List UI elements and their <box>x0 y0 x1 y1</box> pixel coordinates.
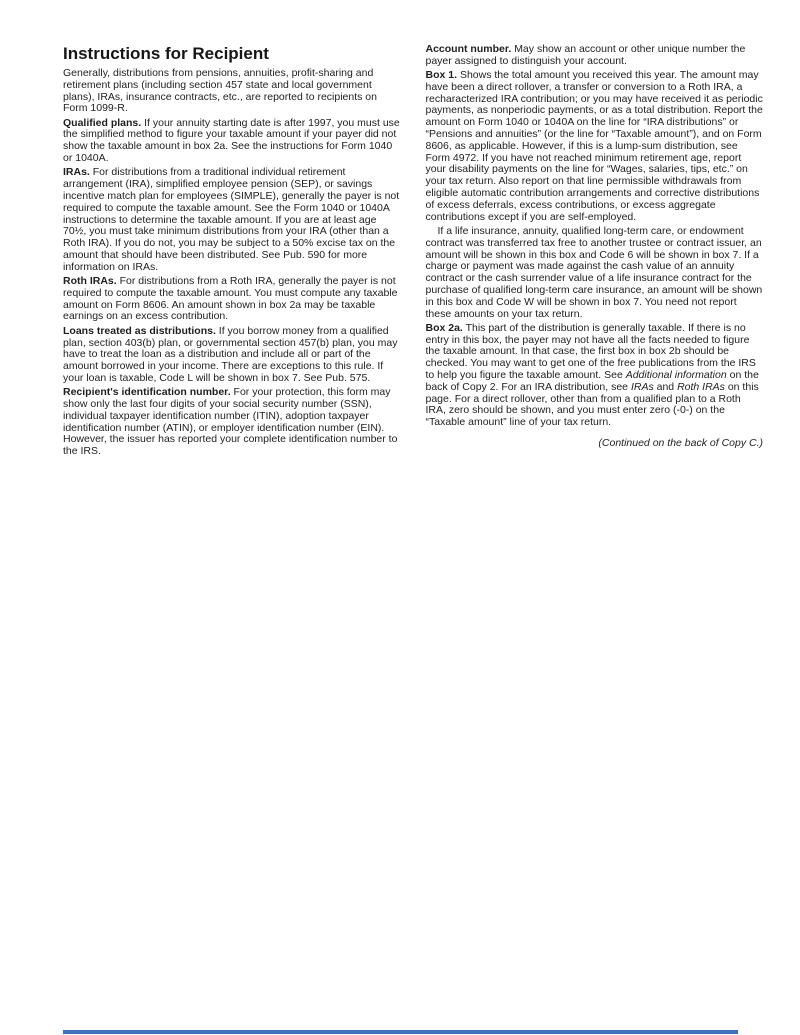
iras-paragraph <box>63 167 401 273</box>
account-number-text: May show an account or other unique number the payer assigned to distinguish your account. <box>425 43 746 67</box>
box2a-italic-iras: IRAs <box>630 380 654 393</box>
continued-note <box>426 438 764 450</box>
box2a-paragraph <box>426 323 764 429</box>
loans-label: Loans treated as distributions. <box>63 324 216 337</box>
intro-text: Generally, distributions from pensions, annuities, profit-sharing and retirement plans (including section 457 state and local government plans), IRAs, insurance contracts, etc., are reported to recipients on Form 1099-R. <box>63 67 377 115</box>
page-title: Instructions for Recipient <box>63 44 269 63</box>
box1-paragraph <box>426 70 764 223</box>
next-page-edge-divider <box>63 1030 738 1034</box>
loans-paragraph <box>63 326 401 385</box>
qualified-plans-label: Qualified plans. <box>63 116 142 129</box>
box2a-text-3: and <box>653 380 678 393</box>
iras-text: For distributions from a traditional individual retirement arrangement (IRA), simplified employee pension (SEP), or savings incentive match plan for employees (SIMPLE), generally the payer is not required to compute the taxable amount. See the Form 1040 or 1040A instructions to determine the taxable amount. If you are at least age 70½, you must take minimum distributions from your IRA (other than a Roth IRA). If you do not, you may be subject to a 50% excise tax on the amount that should have been distributed. See Pub. 590 for more information on IRAs. <box>63 166 400 273</box>
recipient-id-text: For your protection, this form may show only the last four digits of your social security number (SSN), individual taxpayer identification number (ITIN), adoption taxpayer identification number (ATIN), or employer identification number (EIN). However, the issuer has reported your complete identification number to the IRS. <box>63 386 398 458</box>
box1-label: Box 1. <box>425 69 458 82</box>
box2a-italic-roth-iras: Roth IRAs <box>677 380 725 393</box>
qualified-plans-paragraph <box>63 118 401 165</box>
continued-note-text: (Continued on the back of Copy C.) <box>598 437 763 449</box>
roth-iras-paragraph <box>63 276 401 323</box>
left-column <box>63 44 401 461</box>
recipient-id-label: Recipient's identification number. <box>63 386 231 399</box>
box2a-text-1: This part of the distribution is generally taxable. If there is no entry in this box, the payer may not have all the facts needed to figure the taxable amount. In that case, the first box in box 2b should be checked. You may want to get one of the free publications from the IRS to help you figure the taxable amount. See <box>425 321 756 382</box>
right-column <box>426 44 764 461</box>
box2a-text-4: on this page. For a direct rollover, other than from a qualified plan to a Roth IRA, zero should be shown, and you must enter zero (-0-) on the “Taxable amount” line of your tax return. <box>425 380 759 429</box>
recipient-id-paragraph <box>63 387 401 458</box>
loans-text: If you borrow money from a qualified plan, section 403(b) plan, or governmental section 457(b) plan, you may have to treat the loan as a distribution and include all or part of the amount borrowed in your income. There are exceptions to this rule. If your loan is taxable, Code L will be shown in box 7. See Pub. 575. <box>63 324 398 384</box>
two-column-layout <box>63 44 763 461</box>
iras-label: IRAs. <box>63 166 90 179</box>
box1-text: Shows the total amount you received this year. The amount may have been a direct rollover, a transfer or conversion to a Roth IRA, a recharacterized IRA contribution; or you may have received it as periodic payments, as nonperiodic payments, or as a total distribution. Report the amount on Form 1040 or 1040A on the line for “IRA distributions” or “Pensions and annuities” (or the line for “Taxable amount”), and on Form 8606, as applicable. However, if this is a lump-sum distribution, see Form 4972. If you have not reached minimum retirement age, report your disability payments on the line for “Wages, salaries, tips, etc.” on your tax return. Also report on that line permissible withdrawals from eligible automatic contribution arrangements and corrective distributions of excess deferrals, excess contributions, or excess aggregate contributions except if you are self-employed. <box>425 69 763 223</box>
roth-iras-label: Roth IRAs. <box>63 275 117 288</box>
roth-iras-text: For distributions from a Roth IRA, generally the payer is not required to compute the taxable amount. You must compute any taxable amount on Form 8606. An amount shown in box 2a may be taxable earnings on an excess contribution. <box>63 275 398 323</box>
box1-continuation-text: If a life insurance, annuity, qualified long-term care, or endowment contract was transferred tax free to another trustee or contract issuer, an amount will be shown in this box and Code 6 will be shown in box 7. If a charge or payment was made against the cash value of an annuity contract or the cash surrender value of a life insurance contract for the purchase of qualified long-term care insurance, an amount will be shown in this box and Code W will be shown in box 7. You need not report these amounts on your tax return. <box>425 224 763 320</box>
account-number-paragraph <box>426 44 764 68</box>
account-number-label: Account number. <box>425 43 512 55</box>
intro-paragraph <box>63 68 401 115</box>
box2a-italic-additional-information: Additional information <box>625 369 727 382</box>
box1-continuation-paragraph <box>426 226 764 320</box>
box2a-text-2: on the back of Copy 2. For an IRA distribution, see <box>425 369 759 393</box>
qualified-plans-text: If your annuity starting date is after 1997, you must use the simplified method to figure your taxable amount if your payer did not show the taxable amount in box 2a. See the instructions for Form 1040 or 1040A. <box>63 116 400 165</box>
box2a-label: Box 2a. <box>425 321 463 334</box>
